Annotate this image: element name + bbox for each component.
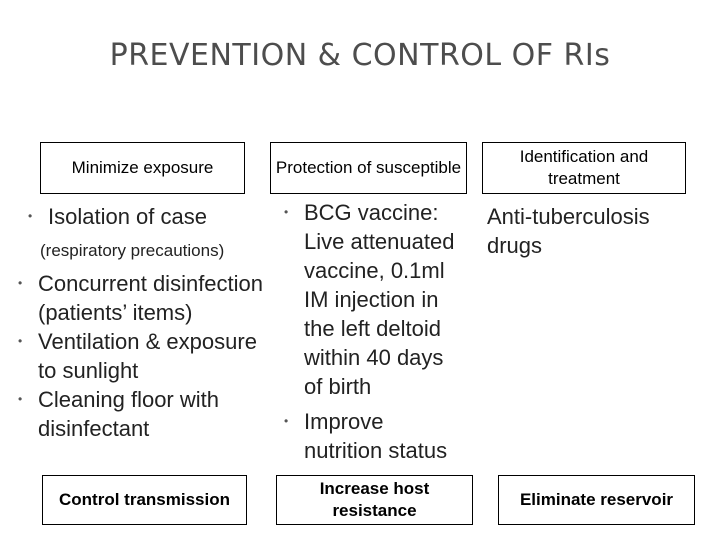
header-protection-of-susceptible (270, 142, 467, 194)
list-item-note (24, 239, 264, 263)
list-item-text: BCG vaccine: Live attenuated vaccine, 0.1ml IM injection in the left deltoid within 40 days of birth (304, 200, 455, 399)
header-label: Protection of susceptible (275, 158, 462, 177)
footer-control-transmission (42, 475, 247, 525)
bullet-icon: • (18, 276, 23, 290)
list-item (280, 198, 465, 401)
header-label: Minimize exposure (71, 158, 214, 177)
list-item-text: Concurrent disinfection (patients’ items) (38, 271, 264, 325)
list-item-text: (respiratory precautions) (40, 241, 225, 260)
footer-label: Eliminate reservoir (519, 490, 674, 509)
footer-label: Control transmission (59, 490, 230, 509)
bullet-icon: • (284, 205, 289, 219)
list-item (280, 407, 465, 465)
list-item-text: Isolation of case (48, 204, 207, 229)
column-protection-of-susceptible (280, 198, 465, 465)
column-identification-treatment (487, 202, 687, 260)
list-item-text: Improve nutrition status (304, 409, 448, 463)
list-item (18, 327, 264, 385)
footer-eliminate-reservoir (498, 475, 695, 525)
list-item (487, 202, 687, 260)
footer-increase-host-resistance (276, 475, 473, 525)
header-identification-treatment (482, 142, 686, 194)
column-minimize-exposure (18, 202, 264, 443)
header-minimize-exposure (40, 142, 245, 194)
bullet-icon: • (18, 334, 23, 348)
list-item-text: Anti-tuberculosis drugs (487, 204, 650, 258)
list-item (18, 385, 264, 443)
list-item (18, 269, 264, 327)
bullet-icon: • (284, 414, 289, 428)
slide-title: PREVENTION & CONTROL OF RIs (109, 38, 611, 73)
list-item-text: Ventilation & exposure to sunlight (38, 329, 257, 383)
footer-label: Increase host resistance (319, 479, 430, 520)
bullet-icon: • (18, 392, 23, 406)
list-item-text: Cleaning floor with disinfectant (38, 387, 219, 441)
header-label: Identification and treatment (519, 147, 649, 188)
list-item (24, 202, 264, 231)
bullet-icon: • (28, 209, 33, 223)
